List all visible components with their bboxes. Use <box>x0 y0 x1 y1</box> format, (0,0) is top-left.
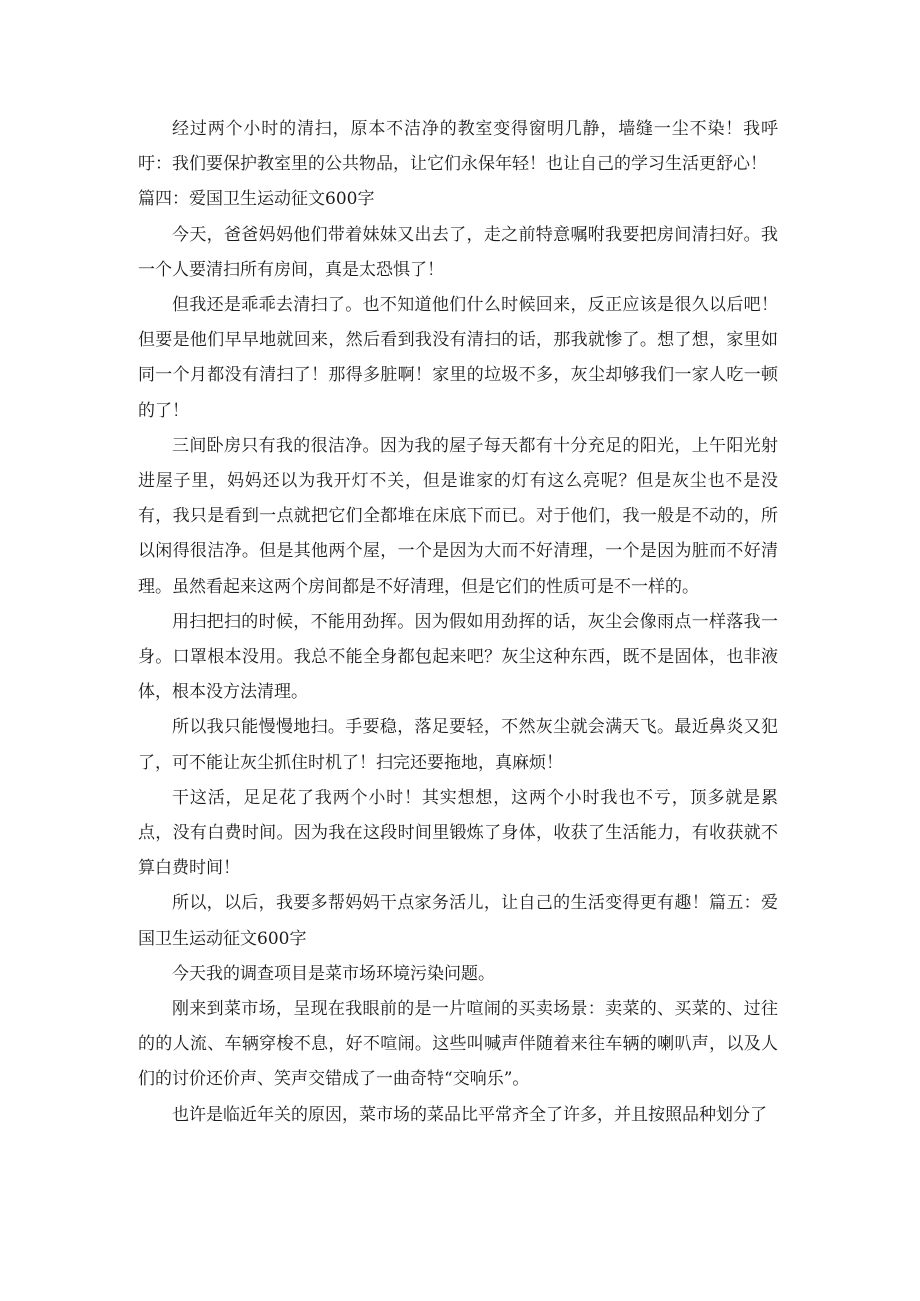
paragraph-7: 干这活，足足花了我两个小时！其实想想，这两个小时我也不亏，顶多就是累点，没有白费时间。因为我在这段时间里锻炼了身体，收获了生活能力，有收获就不算白费时间！ <box>138 787 778 879</box>
paragraph-3: 但我还是乖乖去清扫了。也不知道他们什么时候回来，反正应该是很久以后吧！但要是他们早早地就回来，然后看到我没有清扫的话，那我就惨了。想了想，家里如同一个月都没有清扫了！那得多脏啊！家里的垃圾不多，灰尘却够我们一家人吃一顿的了！ <box>138 295 778 421</box>
essay-body <box>138 112 778 1133</box>
paragraph-5: 用扫把扫的时候，不能用劲挥。因为假如用劲挥的话，灰尘会像雨点一样落我一身。口罩根本没用。我总不能全身都包起来吧？灰尘这种东西，既不是固体，也非液体，根本没方法清理。 <box>138 611 778 703</box>
section-heading-pian-si: 篇四：爱国卫生运动征文600字 <box>138 189 375 210</box>
paragraph-4: 三间卧房只有我的很洁净。因为我的屋子每天都有十分充足的阳光，上午阳光射进屋子里，妈妈还以为我开灯不关，但是谁家的灯有这么亮呢？但是灰尘也不是没有，我只是看到一点就把它们全都堆在床底下而已。对于他们，我一般是不动的，所以闲得很洁净。但是其他两个屋，一个是因为大而不好清理，一个是因为脏而不好清理。虽然看起来这两个房间都是不好清理，但是它们的性质可是不一样的。 <box>138 435 778 597</box>
paragraph-8: 所以，以后，我要多帮妈妈干点家务活儿，让自己的生活变得更有趣！篇五：爱国卫生运动征文600字 <box>138 893 778 949</box>
paragraph-1: 经过两个小时的清扫，原本不洁净的教室变得窗明几静，墙缝一尘不染！我呼吁：我们要保护教室里的公共物品，让它们永保年轻！也让自己的学习生活更舒心！ <box>138 119 778 175</box>
paragraph-10: 刚来到菜市场，呈现在我眼前的是一片喧闹的买卖场景：卖菜的、买菜的、过往的的人流、车辆穿梭不息，好不喧闹。这些叫喊声伴随着来往车辆的喇叭声，以及人们的讨价还价声、笑声交错成了一曲奇特“交响乐”。 <box>138 999 778 1090</box>
paragraph-2: 今天，爸爸妈妈他们带着妹妹又出去了，走之前特意嘱咐我要把房间清扫好。我一个人要清扫所有房间，真是太恐惧了！ <box>138 224 778 280</box>
paragraph-9: 今天我的调查项目是菜市场环境污染问题。 <box>172 963 495 984</box>
paragraph-6: 所以我只能慢慢地扫。手要稳，落足要轻，不然灰尘就会满天飞。最近鼻炎又犯了，可不能让灰尘抓住时机了！扫完还要拖地，真麻烦！ <box>138 717 778 773</box>
paragraph-11: 也许是临近年关的原因，菜市场的菜品比平常齐全了许多，并且按照品种划分了 <box>172 1104 767 1125</box>
